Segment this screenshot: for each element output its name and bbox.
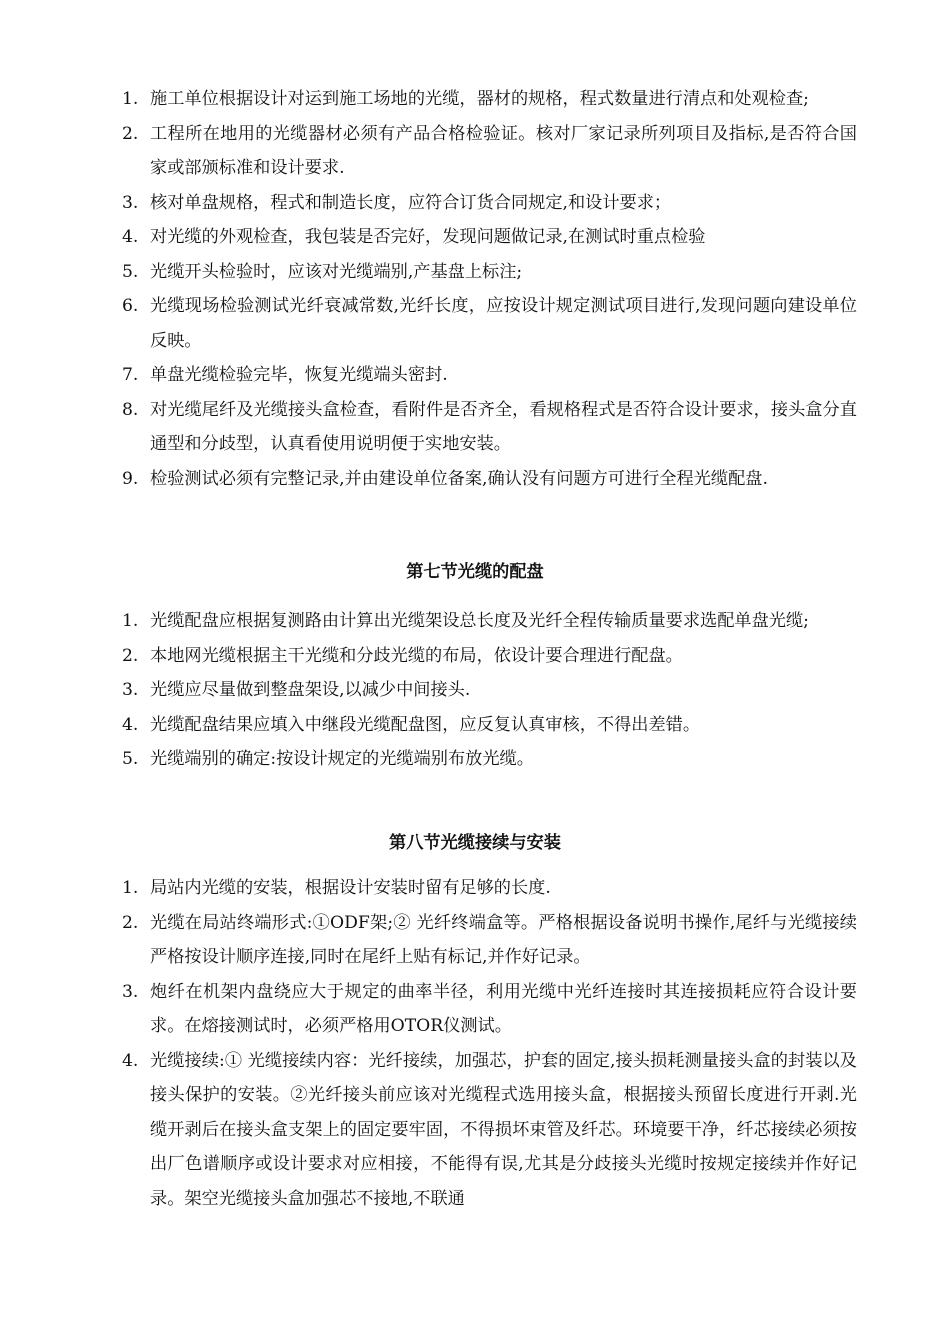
- item-text: 光缆配盘应根据复测路由计算出光缆架设总长度及光纤全程传输质量要求选配单盘光缆;: [150, 611, 809, 631]
- item-text: 光缆应尽量做到整盘架设,以减少中间接头.: [150, 680, 471, 700]
- item-number: 9.: [122, 468, 139, 489]
- list-item: [122, 117, 857, 186]
- item-number: 5.: [122, 261, 139, 282]
- item-number: 4.: [122, 714, 139, 735]
- list-item: [122, 289, 857, 358]
- item-number: 3.: [122, 981, 139, 1002]
- item-number: 1.: [122, 878, 139, 898]
- list-item: [122, 82, 857, 117]
- item-number: 4.: [122, 227, 139, 247]
- list-item: [122, 871, 857, 906]
- item-text: 炮纤在机架内盘绕应大于规定的曲率半径，利用光缆中光纤连接时其连接损耗应符合设计要求。在熔接测试时，必须严格用OTOR仪测试。: [150, 981, 857, 1036]
- list-item: [122, 1044, 857, 1217]
- item-text: 单盘光缆检验完毕，恢复光缆端头密封.: [150, 365, 448, 385]
- item-text: 光缆端别的确定:按设计规定的光缆端别布放光缆。: [150, 749, 534, 769]
- item-number: 2.: [122, 912, 139, 933]
- item-number: 7.: [122, 365, 139, 385]
- list-item: [122, 742, 857, 777]
- item-number: 6.: [122, 296, 139, 316]
- item-number: 8.: [122, 399, 139, 420]
- list-item: [122, 604, 857, 639]
- item-text: 光缆在局站终端形式:①ODF架;② 光纤终端盒等。严格根据设备说明书操作,尾纤与光缆接续严格按设计顺序连接,同时在尾纤上贴有标记,并作好记录。: [150, 912, 857, 967]
- item-text: 检验测试必须有完整记录,并由建设单位备案,确认没有问题方可进行全程光缆配盘.: [150, 468, 768, 489]
- item-text: 工程所在地用的光缆器材必须有产品合格检验证。核对厂家记录所列项目及指标,是否符合国家或部颁标准和设计要求.: [150, 123, 857, 178]
- splicing-installation-list: [122, 871, 857, 1216]
- list-item: [122, 255, 857, 290]
- item-text: 光缆接续:① 光缆接续内容：光纤接续，加强芯，护套的固定,接头损耗测量接头盒的封装以及接头保护的安装。②光纤接头前应该对光缆程式选用接头盒，根据接头预留长度进行开剥.光缆开剥后在接头盒支架上的固定要牢固，不得损坏束管及纤芯。环境要干净，纤芯接续必须按出厂色谱顺序或设计要求对应相接，不能得有误,尤其是分歧接头光缆时按规定接续并作好记录。架空光缆接头盒加强芯不接地,不联通: [150, 1050, 857, 1209]
- item-text: 核对单盘规格，程式和制造长度，应符合订货合同规定,和设计要求；: [150, 192, 672, 213]
- item-text: 施工单位根据设计对运到施工场地的光缆，器材的规格，程式数量进行清点和处观检查;: [150, 89, 809, 109]
- item-text: 对光缆的外观检查，我包装是否完好，发现问题做记录,在测试时重点检验: [150, 227, 706, 247]
- list-item: [122, 186, 857, 221]
- list-item: [122, 639, 857, 674]
- list-item: [122, 220, 857, 255]
- list-item: [122, 462, 857, 497]
- item-number: 2.: [122, 123, 139, 144]
- section-heading: 第八节光缆接续与安装: [389, 833, 561, 853]
- item-text: 光缆配盘结果应填入中继段光缆配盘图，应反复认真审核，不得出差错。: [150, 714, 701, 735]
- item-number: 1.: [122, 611, 139, 631]
- list-item: [122, 393, 857, 462]
- list-item: [122, 358, 857, 393]
- item-number: 2.: [122, 645, 139, 666]
- list-item: [122, 708, 857, 743]
- section-heading: 第七节光缆的配盘: [406, 562, 544, 582]
- inspection-list: [122, 82, 857, 496]
- item-text: 局站内光缆的安装，根据设计安装时留有足够的长度.: [150, 878, 551, 898]
- item-number: 3.: [122, 680, 139, 700]
- item-number: 4.: [122, 1050, 139, 1071]
- item-number: 3.: [122, 192, 139, 213]
- list-item: [122, 673, 857, 708]
- item-text: 本地网光缆根据主干光缆和分歧光缆的布局，依设计要合理进行配盘。: [150, 645, 683, 666]
- cable-distribution-list: [122, 604, 857, 777]
- item-text: 对光缆尾纤及光缆接头盒检查，看附件是否齐全，看规格程式是否符合设计要求，接头盒分直通型和分歧型，认真看使用说明便于实地安装。: [150, 399, 857, 454]
- list-item: [122, 906, 857, 975]
- item-text: 光缆现场检验测试光纤衰减常数,光纤长度，应按设计规定测试项目进行,发现问题向建设单位反映。: [150, 296, 857, 351]
- item-text: 光缆开头检验时，应该对光缆端别,产基盘上标注;: [150, 261, 523, 282]
- item-number: 1.: [122, 89, 139, 109]
- item-number: 5.: [122, 749, 139, 769]
- list-item: [122, 975, 857, 1044]
